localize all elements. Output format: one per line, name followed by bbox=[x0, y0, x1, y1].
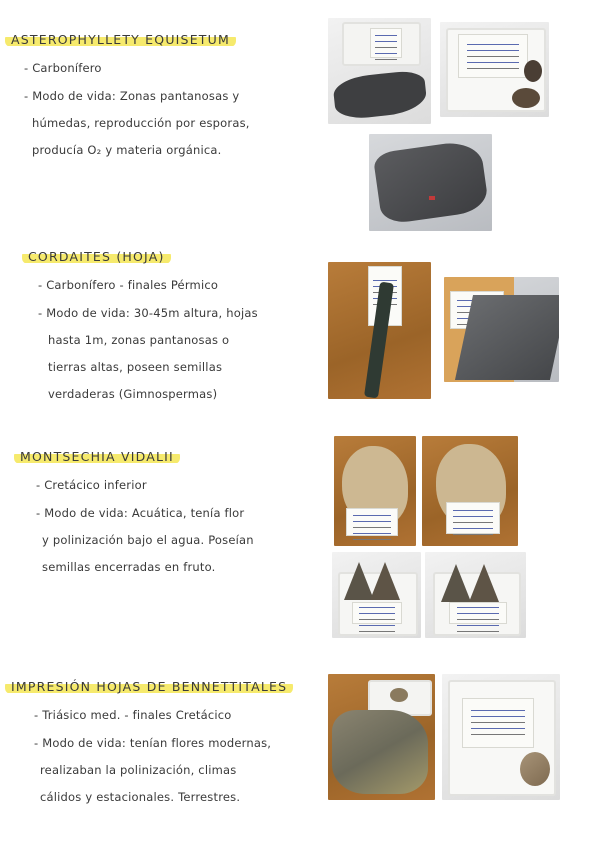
section-2-line-3: hasta 1m, zonas pantanosas o bbox=[48, 333, 230, 347]
fossil-photo bbox=[425, 552, 526, 638]
fossil-photo bbox=[369, 134, 492, 231]
section-title-cordaites: CORDAITES (HOJA) bbox=[22, 250, 171, 264]
section-4-line-4: cálidos y estacionales. Terrestres. bbox=[40, 790, 241, 804]
fossil-photo bbox=[328, 674, 435, 800]
section-1-line-2: - Modo de vida: Zonas pantanosas y bbox=[24, 89, 240, 103]
section-1-line-1: - Carbonífero bbox=[24, 61, 102, 75]
fossil-photo bbox=[422, 436, 518, 546]
section-1-line-4: producía O₂ y materia orgánica. bbox=[32, 143, 222, 157]
section-4-line-3: realizaban la polinización, climas bbox=[40, 763, 237, 777]
section-title-asterophyllety: ASTEROPHYLLETY EQUISETUM bbox=[5, 33, 236, 47]
section-title-bennettitales: IMPRESIÓN HOJAS DE BENNETTITALES bbox=[5, 680, 293, 694]
section-2-line-5: verdaderas (Gimnospermas) bbox=[48, 387, 218, 401]
section-4-line-1: - Triásico med. - finales Cretácico bbox=[34, 708, 232, 722]
section-2-line-1: - Carbonífero - finales Pérmico bbox=[38, 278, 219, 292]
fossil-photo bbox=[328, 262, 431, 399]
fossil-photo bbox=[334, 436, 416, 546]
section-3-line-3: y polinización bajo el agua. Poseían bbox=[42, 533, 254, 547]
section-1-line-3: húmedas, reproducción por esporas, bbox=[32, 116, 250, 130]
fossil-photo bbox=[440, 22, 549, 117]
section-3-line-1: - Cretácico inferior bbox=[36, 478, 147, 492]
fossil-photo bbox=[328, 18, 431, 124]
fossil-photo bbox=[332, 552, 421, 638]
section-3-line-2: - Modo de vida: Acuática, tenía flor bbox=[36, 506, 245, 520]
fossil-photo bbox=[442, 674, 560, 800]
section-title-montsechia: MONTSECHIA VIDALII bbox=[14, 450, 180, 464]
section-3-line-4: semillas encerradas en fruto. bbox=[42, 560, 216, 574]
section-4-line-2: - Modo de vida: tenían flores modernas, bbox=[34, 736, 272, 750]
section-2-line-4: tierras altas, poseen semillas bbox=[48, 360, 223, 374]
fossil-photo bbox=[444, 277, 559, 382]
section-2-line-2: - Modo de vida: 30-45m altura, hojas bbox=[38, 306, 258, 320]
